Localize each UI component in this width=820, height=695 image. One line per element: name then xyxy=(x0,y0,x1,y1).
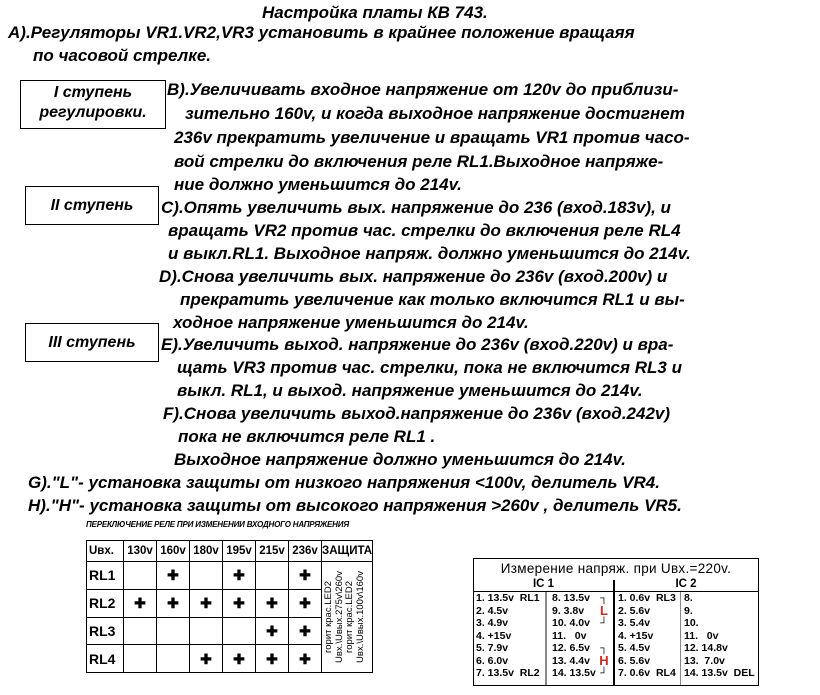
pin-reading: 5. 7.9v xyxy=(476,642,509,654)
ic1-pins-1-7 xyxy=(476,592,540,680)
pin-reading: 11. 0v xyxy=(684,629,719,642)
relay-cell xyxy=(124,562,157,590)
pin-reading xyxy=(597,630,611,643)
stage-3-label: III ступень xyxy=(48,334,136,351)
pin-reading: L xyxy=(600,602,608,618)
stage-1-label: I ступень xyxy=(53,84,133,101)
step-d-line-1: D).Снова увеличить вых. напряжение до 236v (вход.200v) и xyxy=(159,267,668,286)
step-c-line-2: вращать VR2 против час. стрелки до включения реле RL4 xyxy=(168,221,681,240)
pin-reading: 6. 6.0v xyxy=(476,654,509,667)
pin-reading: 2. 5.6v xyxy=(618,604,651,617)
relay-switching-table xyxy=(86,540,373,673)
ic2-subdivider xyxy=(680,592,681,685)
pin-reading: 13. 7.0v xyxy=(684,654,725,667)
step-f-line-1: F).Снова увеличить выход.напряжение до 236v (вход.242v) xyxy=(163,404,671,423)
ic-divider xyxy=(613,580,615,685)
relay-cell xyxy=(124,617,157,645)
pin-reading: 10. xyxy=(684,617,699,629)
relay-cell: ✚ xyxy=(256,617,289,645)
header-160v: 160v xyxy=(157,541,190,562)
relay-cell: ✚ xyxy=(157,562,190,590)
stage-2-box xyxy=(25,186,159,225)
relay-cell: ✚ xyxy=(190,589,223,617)
protection-line-1: горит крас.LED2 xyxy=(323,581,334,653)
step-c-line-3: и выкл.RL1. Выходное напряж. должно уменьшится до 214v. xyxy=(168,244,691,263)
header-uin: Uвх. xyxy=(87,541,124,562)
protection-text xyxy=(324,571,366,663)
relay-cell: ✚ xyxy=(256,589,289,617)
voltage-measurement-table xyxy=(473,558,759,686)
page-title: Настройка платы КВ 743. xyxy=(262,3,488,22)
step-b-line-4: вой стрелки до включения реле RL1.Выходное напряже- xyxy=(174,152,664,171)
relay-cell: ✚ xyxy=(223,562,256,590)
table-row xyxy=(87,562,373,590)
step-e-line-3: выкл. RL1, и выход. напряжение уменьшится до 214v. xyxy=(177,381,643,400)
step-e-line-2: щать VR3 против час. стрелки, пока не включится RL3 и xyxy=(177,358,682,377)
pin-reading: 8. xyxy=(684,592,693,604)
step-b-line-3: 236v прекратить увеличение и вращать VR1 против часо- xyxy=(174,128,690,147)
relay-cell: ✚ xyxy=(289,645,322,673)
pin-reading: 11. 0v xyxy=(552,629,587,642)
pin-reading: 6. 5.6v xyxy=(618,654,651,667)
relay-cell xyxy=(256,562,289,590)
relay-cell xyxy=(223,617,256,645)
pin-reading: H xyxy=(599,652,609,668)
step-d-line-2: прекратить увеличение как только включится RL1 и вы- xyxy=(180,290,685,309)
relay-cell: ✚ xyxy=(256,645,289,673)
relay-cell xyxy=(124,645,157,673)
relay-cell: ✚ xyxy=(124,589,157,617)
stage-1-sublabel: регулировки. xyxy=(39,104,147,121)
pin-reading: ┘ xyxy=(600,667,608,679)
ic1-pins-8-14 xyxy=(552,592,596,680)
step-h: H)."H"- установка защиты от высокого напряжения >260v , делитель VR5. xyxy=(28,496,682,515)
step-b-line-2: зительно 160v, и когда выходное напряжение достигнет xyxy=(185,104,685,123)
measurement-title: Измерение напряж. при Uвх.=220v. xyxy=(500,561,732,576)
pin-reading: 8. 13.5v xyxy=(552,592,590,604)
pin-reading: 3. 5.4v xyxy=(618,617,651,629)
header-180v: 180v xyxy=(190,541,223,562)
row-label: RL1 xyxy=(87,562,124,590)
pin-reading: 3. 4.9v xyxy=(476,617,509,629)
step-b-line-5: ние должно уменьшится до 214v. xyxy=(174,175,462,194)
pin-reading: 13. 4.4v xyxy=(552,654,590,667)
ic1-subdivider xyxy=(545,592,547,685)
relay-table-caption: ПЕРЕКЛЮЧЕНИЕ РЕЛЕ ПРИ ИЗМЕНЕНИИ ВХОДНОГО НАПРЯЖЕНИЯ xyxy=(86,520,349,529)
relay-cell xyxy=(157,617,190,645)
ic1-markers xyxy=(597,592,611,680)
pin-reading: 14. 13.5v DEL xyxy=(684,667,755,679)
step-f-line-3: Выходное напряжение должно уменьшится до 214v. xyxy=(174,450,626,469)
step-g: G)."L"- установка защиты от низкого напряжения <100v, делитель VR4. xyxy=(28,473,660,492)
protection-line-3: горит крас.LED2 xyxy=(344,581,355,653)
pin-reading: 2. 4.5v xyxy=(476,604,509,617)
step-c-line-1: С).Опять увеличить вых. напряжение до 236 (вход.183v), и xyxy=(161,198,671,217)
row-label: RL4 xyxy=(87,645,124,673)
relay-cell xyxy=(157,645,190,673)
ic1-label: IC 1 xyxy=(532,578,555,590)
pin-reading: 9. 3.8v xyxy=(552,604,585,617)
ic2-pins-8-14 xyxy=(684,592,755,680)
ic2-pins-1-7 xyxy=(618,592,676,680)
row-label: RL2 xyxy=(87,589,124,617)
protection-line-4: Uвх.\Uвых.100v\160v xyxy=(354,571,366,663)
pin-reading: ┐ xyxy=(600,592,608,604)
pin-reading: 9. xyxy=(684,604,693,617)
pin-reading: 7. 13.5v RL2 xyxy=(476,667,540,679)
protection-cell xyxy=(322,562,373,673)
step-e-line-1: Е).Увеличить выход. напряжение до 236v (вход.220v) и вра- xyxy=(161,335,674,354)
header-130v: 130v xyxy=(124,541,157,562)
pin-reading: 14. 13.5v xyxy=(552,667,596,679)
relay-cell: ✚ xyxy=(157,589,190,617)
stage-3-box xyxy=(25,323,159,362)
pin-reading: 4. +15v xyxy=(618,629,654,642)
protection-line-2: Uвх.\Uвых.275v\260v xyxy=(333,571,345,663)
relay-cell: ✚ xyxy=(223,589,256,617)
step-a-line-1: А).Регуляторы VR1.VR2,VR3 установить в крайнее положение вращаяя xyxy=(8,23,635,42)
pin-reading: 1. 0.6v RL3 xyxy=(618,592,676,604)
step-a-line-2: по часовой стрелке. xyxy=(33,46,212,65)
header-215v: 215v xyxy=(256,541,289,562)
pin-reading: 12. 14.8v xyxy=(684,642,728,654)
header-236v: 236v xyxy=(289,541,322,562)
stage-1-box xyxy=(20,80,166,129)
relay-table-header xyxy=(87,541,373,562)
pin-reading: ┐ xyxy=(600,642,608,654)
pin-reading: 7. 0.6v RL4 xyxy=(618,667,676,679)
relay-cell: ✚ xyxy=(289,617,322,645)
relay-cell xyxy=(190,562,223,590)
ic-header-row xyxy=(474,578,758,592)
pin-reading: ┘ xyxy=(600,617,608,629)
ic2-label: IC 2 xyxy=(675,578,697,590)
relay-cell: ✚ xyxy=(289,562,322,590)
row-label: RL3 xyxy=(87,617,124,645)
relay-cell: ✚ xyxy=(190,645,223,673)
pin-reading: 12. 6.5v xyxy=(552,642,590,654)
pin-reading: 1. 13.5v RL1 xyxy=(476,592,540,604)
pin-reading: 4. +15v xyxy=(476,629,512,642)
relay-cell: ✚ xyxy=(223,645,256,673)
step-b-line-1: В).Увеличивать входное напряжение от 120v до приблизи- xyxy=(167,80,679,99)
step-f-line-2: пока не включится реле RL1 . xyxy=(178,427,436,446)
pin-reading: 5. 4.5v xyxy=(618,642,651,654)
pin-reading: 10. 4.0v xyxy=(552,617,590,629)
step-d-line-3: ходное напряжение уменьшится до 214v. xyxy=(173,313,529,332)
relay-cell xyxy=(190,617,223,645)
header-195v: 195v xyxy=(223,541,256,562)
relay-cell: ✚ xyxy=(289,589,322,617)
header-protection: ЗАЩИТА xyxy=(322,541,373,562)
stage-2-label: II ступень xyxy=(50,197,134,214)
